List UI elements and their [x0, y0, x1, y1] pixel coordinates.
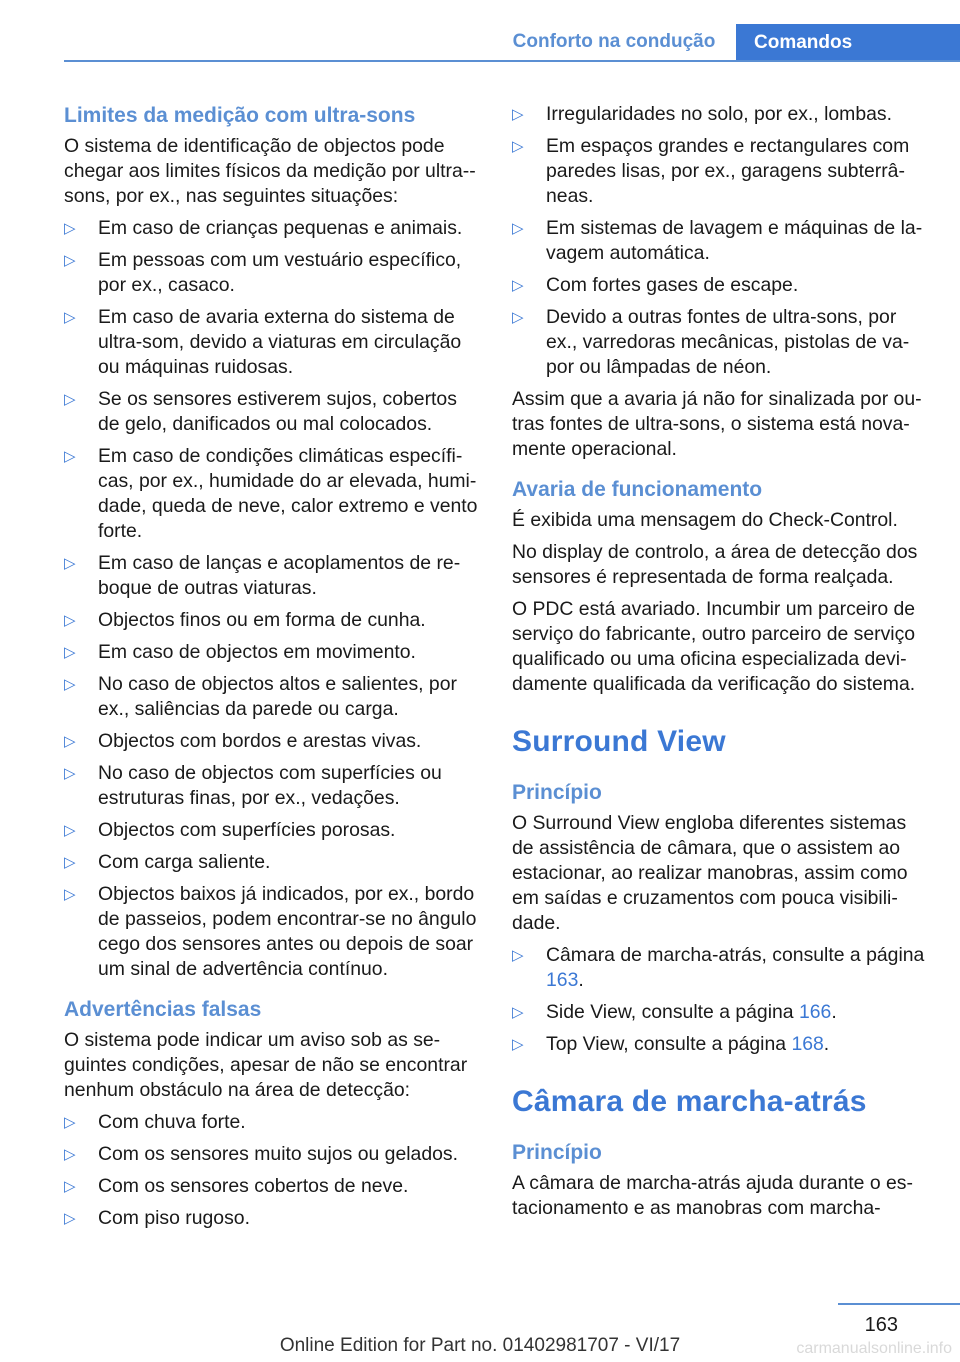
watermark: carmanualsonline.info	[796, 1340, 952, 1357]
bullet-icon: ▷	[64, 1146, 76, 1163]
false-alarms-intro: O sistema pode indicar um aviso sob as seguintes condições, apesar de não se encontrar nenhum obstáculo na área de detecção:	[64, 1029, 468, 1101]
surround-list	[512, 943, 930, 1057]
list-item: ▷ No caso de objectos com superfícies ou estruturas finas, por ex., vedações.	[64, 762, 442, 809]
surround-view-title: Surround View	[512, 725, 726, 758]
list-item: ▷ Com os sensores muito sujos ou gelados.	[64, 1143, 458, 1165]
bullet-icon: ▷	[64, 733, 76, 750]
false-alarms-list	[64, 1110, 482, 1231]
bullet-icon: ▷	[512, 220, 524, 237]
limits-list-continued	[512, 102, 930, 380]
bullet-icon: ▷	[64, 676, 76, 693]
bullet-icon: ▷	[64, 854, 76, 871]
list-item: ▷ Com os sensores cobertos de neve.	[64, 1175, 409, 1197]
list-item: ▷ Com fortes gases de escape.	[512, 274, 799, 296]
limits-heading: Limites da medição com ultra-sons	[64, 104, 416, 127]
bullet-icon: ▷	[512, 1036, 524, 1053]
malfunction-p3: O PDC está avariado. Incumbir um parceiro de serviço do fabricante, outro parceiro de serviço qualificado ou uma oficina especializada devidamente qualificada da verificação do sistema.	[512, 598, 916, 695]
bullet-icon: ▷	[64, 555, 76, 572]
right-column	[512, 102, 930, 1228]
list-item: ▷ Em caso de lanças e acoplamentos de reboque de outras viaturas.	[64, 552, 461, 599]
malfunction-heading: Avaria de funcionamento	[512, 478, 763, 501]
edition-footer: Online Edition for Part no. 01402981707 - VI/17	[279, 1335, 681, 1356]
bullet-icon: ▷	[512, 106, 524, 123]
malfunction-p2: No display de controlo, a área de detecção dos sensores é representada de forma realçada.	[512, 541, 918, 588]
page-number: 163	[864, 1314, 898, 1336]
camera-principle-heading: Princípio	[512, 1141, 602, 1164]
limits-intro: O sistema de identificação de objectos pode chegar aos limites físicos da medição por ultra--sons, por ex., nas seguintes situações:	[64, 135, 476, 207]
malfunction-p1: É exibida uma mensagem do Check-Control.	[512, 509, 898, 531]
header-rule	[64, 60, 960, 62]
list-item: ▷ Objectos com bordos e arestas vivas.	[64, 730, 422, 752]
list-item: ▷ Se os sensores estiverem sujos, cobertos de gelo, danificados ou mal colocados.	[64, 388, 457, 435]
bullet-icon: ▷	[512, 1004, 524, 1021]
list-item: ▷ Objectos baixos já indicados, por ex., bordo de passeios, podem encontrar-se no ângulo cego dos sensores antes ou depois de soar um sinal de advertência contínuo.	[64, 883, 477, 980]
list-item: ▷ Side View, consulte a página 166.	[512, 1001, 837, 1023]
bullet-icon: ▷	[512, 947, 524, 964]
bullet-icon: ▷	[512, 138, 524, 155]
bullet-icon: ▷	[64, 886, 76, 903]
list-item: ▷ Câmara de marcha-atrás, consulte a página 163.	[512, 944, 925, 991]
list-item: ▷ Com chuva forte.	[64, 1111, 246, 1133]
list-item: ▷ Com piso rugoso.	[64, 1207, 250, 1229]
false-alarms-heading: Advertências falsas	[64, 998, 262, 1021]
list-item: ▷ Em sistemas de lavagem e máquinas de lavagem automática.	[512, 217, 923, 264]
bullet-icon: ▷	[64, 220, 76, 237]
bullet-icon: ▷	[512, 277, 524, 294]
bullet-icon: ▷	[64, 822, 76, 839]
list-item: ▷ Top View, consulte a página 168.	[512, 1033, 830, 1055]
surround-principle-heading: Princípio	[512, 781, 602, 804]
list-item: ▷ Em caso de avaria externa do sistema de ultra-som, devido a viaturas em circulação ou máquinas ruidosas.	[64, 306, 462, 378]
list-item: ▷ Em caso de objectos em movimento.	[64, 641, 416, 663]
section-tab: Conforto na condução	[512, 31, 716, 52]
bullet-icon: ▷	[64, 252, 76, 269]
bullet-icon: ▷	[64, 309, 76, 326]
list-item: ▷ No caso de objectos altos e salientes, por ex., saliências da parede ou carga.	[64, 673, 457, 720]
footer-rule	[838, 1303, 960, 1305]
bullet-icon: ▷	[64, 765, 76, 782]
bullet-icon: ▷	[64, 1114, 76, 1131]
limits-list	[64, 216, 482, 982]
bullet-icon: ▷	[64, 448, 76, 465]
list-item: ▷ Objectos finos ou em forma de cunha.	[64, 609, 426, 631]
limits-outro: Assim que a avaria já não for sinalizada por outras fontes de ultra-sons, o sistema está novamente operacional.	[512, 388, 922, 460]
chapter-tab: Comandos	[736, 24, 960, 62]
bullet-icon: ▷	[64, 1178, 76, 1195]
list-item: ▷ Objectos com superfícies porosas.	[64, 819, 396, 841]
bullet-icon: ▷	[64, 391, 76, 408]
page-link[interactable]: 168	[791, 1033, 824, 1055]
bullet-icon: ▷	[64, 644, 76, 661]
list-item: ▷ Em espaços grandes e rectangulares com paredes lisas, por ex., garagens subterrâneas.	[512, 135, 910, 207]
rear-camera-title: Câmara de marcha-atrás	[512, 1085, 867, 1118]
list-item: ▷ Em pessoas com um vestuário específico, por ex., casaco.	[64, 249, 462, 296]
surround-paragraph: O Surround View engloba diferentes sistemas de assistência de câmara, que o assistem ao estacionar, ao realizar manobras, assim como em saídas e cruzamentos com pouca visibilidade.	[512, 812, 908, 934]
bullet-icon: ▷	[64, 1210, 76, 1227]
page-header	[0, 0, 960, 62]
page-link[interactable]: 163	[546, 969, 579, 991]
bullet-icon: ▷	[64, 612, 76, 629]
list-item: ▷ Em caso de condições climáticas específicas, por ex., humidade do ar elevada, humidade, queda de neve, calor extremo e vento forte.	[64, 445, 478, 542]
list-item: ▷ Devido a outras fontes de ultra-sons, por ex., varredoras mecânicas, pistolas de vapor ou lâmpadas de néon.	[512, 306, 910, 378]
list-item: ▷ Em caso de crianças pequenas e animais.	[64, 217, 463, 239]
bullet-icon: ▷	[512, 309, 524, 326]
camera-paragraph: A câmara de marcha-atrás ajuda durante o estacionamento e as manobras com marcha-	[512, 1172, 913, 1219]
left-column	[64, 102, 482, 1238]
page-link[interactable]: 166	[798, 1001, 832, 1023]
list-item: ▷ Com carga saliente.	[64, 851, 271, 873]
list-item: ▷ Irregularidades no solo, por ex., lombas.	[512, 103, 892, 125]
